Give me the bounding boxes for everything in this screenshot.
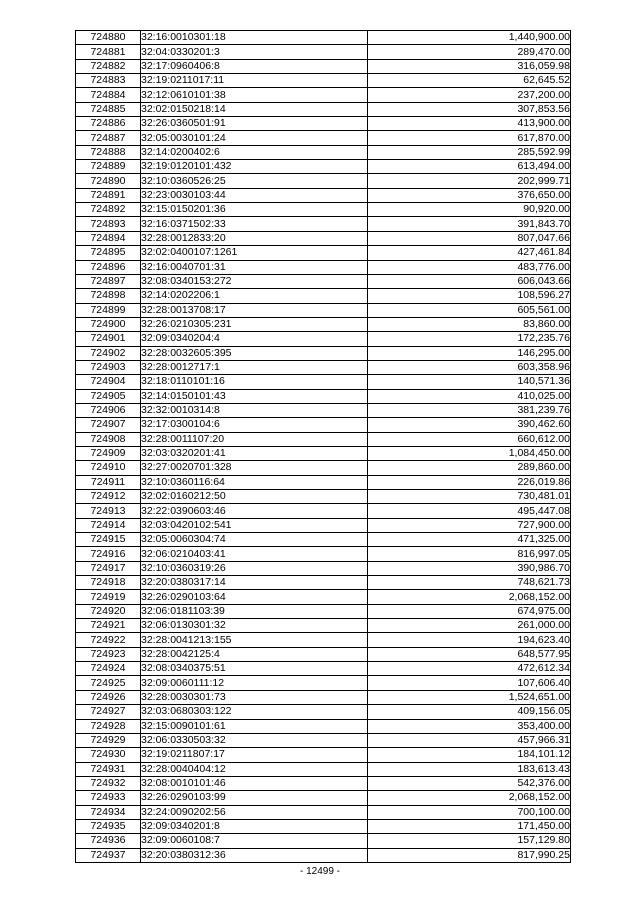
amount-cell: 316,059.98 [368,59,571,73]
row-id-cell: 724887 [76,131,141,145]
amount-cell: 648,577.95 [368,647,571,661]
table-row [76,819,571,833]
row-id-cell: 724886 [76,117,141,131]
row-id-cell: 724937 [76,848,141,862]
table-row [76,274,571,288]
row-id-cell: 724924 [76,662,141,676]
amount-cell: 237,200.00 [368,88,571,102]
row-id-cell: 724925 [76,676,141,690]
table-row [76,834,571,848]
table-row [76,45,571,59]
row-id-cell: 724914 [76,518,141,532]
cadastral-code-cell: 32:09:0060111:12 [141,676,368,690]
amount-cell: 172,235.76 [368,332,571,346]
row-id-cell: 724906 [76,403,141,417]
row-id-cell: 724923 [76,647,141,661]
row-id-cell: 724907 [76,418,141,432]
table-row [76,403,571,417]
cadastral-code-cell: 32:18:0110101:16 [141,375,368,389]
cadastral-code-cell: 32:26:0290103:64 [141,590,368,604]
row-id-cell: 724901 [76,332,141,346]
amount-cell: 108,596.27 [368,289,571,303]
amount-cell: 495,447.08 [368,504,571,518]
table-row [76,776,571,790]
row-id-cell: 724930 [76,748,141,762]
row-id-cell: 724920 [76,604,141,618]
row-id-cell: 724917 [76,561,141,575]
cadastral-code-cell: 32:03:0420102:541 [141,518,368,532]
cadastral-code-cell: 32:20:0380312:36 [141,848,368,862]
row-id-cell: 724908 [76,432,141,446]
row-id-cell: 724895 [76,246,141,260]
amount-cell: 542,376.00 [368,776,571,790]
table-row [76,446,571,460]
amount-cell: 457,966.31 [368,733,571,747]
cadastral-code-cell: 32:16:0040701:31 [141,260,368,274]
cadastral-code-cell: 32:28:0012833:20 [141,231,368,245]
table-row [76,303,571,317]
cadastral-code-cell: 32:06:0130301:32 [141,619,368,633]
cadastral-code-cell: 32:28:0013708:17 [141,303,368,317]
row-id-cell: 724905 [76,389,141,403]
table-row [76,332,571,346]
table-row [76,461,571,475]
amount-cell: 183,613.43 [368,762,571,776]
ledger-table [75,30,571,863]
table-row [76,31,571,45]
table-row [76,619,571,633]
amount-cell: 171,450.00 [368,819,571,833]
amount-cell: 146,295.00 [368,346,571,360]
table-row [76,145,571,159]
row-id-cell: 724935 [76,819,141,833]
row-id-cell: 724881 [76,45,141,59]
table-row [76,289,571,303]
row-id-cell: 724926 [76,690,141,704]
cadastral-code-cell: 32:16:0010301:18 [141,31,368,45]
cadastral-code-cell: 32:28:0032605:395 [141,346,368,360]
cadastral-code-cell: 32:27:0020701:328 [141,461,368,475]
cadastral-code-cell: 32:05:0030101:24 [141,131,368,145]
table-row [76,117,571,131]
cadastral-code-cell: 32:22:0390603:46 [141,504,368,518]
table-row [76,260,571,274]
amount-cell: 409,156.05 [368,705,571,719]
table-row [76,748,571,762]
row-id-cell: 724890 [76,174,141,188]
row-id-cell: 724933 [76,791,141,805]
amount-cell: 90,920.00 [368,203,571,217]
table-row [76,231,571,245]
cadastral-code-cell: 32:19:0211017:11 [141,74,368,88]
cadastral-code-cell: 32:17:0960406:8 [141,59,368,73]
cadastral-code-cell: 32:02:0150218:14 [141,102,368,116]
cadastral-code-cell: 32:16:0371502:33 [141,217,368,231]
cadastral-code-cell: 32:26:0290103:99 [141,791,368,805]
row-id-cell: 724919 [76,590,141,604]
table-row [76,705,571,719]
table-row [76,805,571,819]
row-id-cell: 724936 [76,834,141,848]
table-row [76,676,571,690]
row-id-cell: 724885 [76,102,141,116]
row-id-cell: 724931 [76,762,141,776]
table-row [76,346,571,360]
table-row [76,217,571,231]
cadastral-code-cell: 32:26:0360501:91 [141,117,368,131]
row-id-cell: 724909 [76,446,141,460]
row-id-cell: 724896 [76,260,141,274]
cadastral-code-cell: 32:28:0040404:12 [141,762,368,776]
table-row [76,360,571,374]
table-row [76,375,571,389]
amount-cell: 62,645.52 [368,74,571,88]
table-row [76,518,571,532]
amount-cell: 807,047.66 [368,231,571,245]
table-row [76,246,571,260]
amount-cell: 194,623.40 [368,633,571,647]
cadastral-code-cell: 32:02:0400107:1261 [141,246,368,260]
table-row [76,88,571,102]
amount-cell: 730,481.01 [368,490,571,504]
amount-cell: 157,129.80 [368,834,571,848]
page-number: - 12499 - [299,866,341,877]
row-id-cell: 724928 [76,719,141,733]
cadastral-code-cell: 32:28:0012717:1 [141,360,368,374]
row-id-cell: 724927 [76,705,141,719]
cadastral-code-cell: 32:08:0340375:51 [141,662,368,676]
amount-cell: 2,068,152.00 [368,791,571,805]
amount-cell: 1,440,900.00 [368,31,571,45]
cadastral-code-cell: 32:23:0030103:44 [141,188,368,202]
cadastral-code-cell: 32:08:0010101:46 [141,776,368,790]
amount-cell: 727,900.00 [368,518,571,532]
cadastral-code-cell: 32:06:0181103:39 [141,604,368,618]
row-id-cell: 724916 [76,547,141,561]
amount-cell: 2,068,152.00 [368,590,571,604]
row-id-cell: 724912 [76,490,141,504]
amount-cell: 184,101.12 [368,748,571,762]
cadastral-code-cell: 32:19:0211807:17 [141,748,368,762]
cadastral-code-cell: 32:14:0202206:1 [141,289,368,303]
table-row [76,533,571,547]
amount-cell: 817,990.25 [368,848,571,862]
table-row [76,791,571,805]
row-id-cell: 724934 [76,805,141,819]
table-row [76,504,571,518]
amount-cell: 700,100.00 [368,805,571,819]
cadastral-code-cell: 32:06:0330503:32 [141,733,368,747]
cadastral-code-cell: 32:09:0340204:4 [141,332,368,346]
cadastral-code-cell: 32:28:0042125:4 [141,647,368,661]
row-id-cell: 724880 [76,31,141,45]
row-id-cell: 724884 [76,88,141,102]
table-row [76,188,571,202]
table-row [76,590,571,604]
table-row [76,74,571,88]
cadastral-code-cell: 32:24:0090202:56 [141,805,368,819]
amount-cell: 390,462.60 [368,418,571,432]
amount-cell: 674,975.00 [368,604,571,618]
table-row [76,647,571,661]
amount-cell: 605,561.00 [368,303,571,317]
ledger-body [76,31,571,863]
table-row [76,604,571,618]
amount-cell: 376,650.00 [368,188,571,202]
row-id-cell: 724892 [76,203,141,217]
row-id-cell: 724910 [76,461,141,475]
amount-cell: 285,592.99 [368,145,571,159]
row-id-cell: 724904 [76,375,141,389]
row-id-cell: 724903 [76,360,141,374]
table-row [76,561,571,575]
cadastral-code-cell: 32:04:0330201:3 [141,45,368,59]
cadastral-code-cell: 32:09:0060108:7 [141,834,368,848]
amount-cell: 471,325.00 [368,533,571,547]
amount-cell: 261,000.00 [368,619,571,633]
cadastral-code-cell: 32:10:0360116:64 [141,475,368,489]
row-id-cell: 724902 [76,346,141,360]
cadastral-code-cell: 32:12:0610101:38 [141,88,368,102]
amount-cell: 1,084,450.00 [368,446,571,460]
row-id-cell: 724894 [76,231,141,245]
cadastral-code-cell: 32:05:0060304:74 [141,533,368,547]
amount-cell: 413,900.00 [368,117,571,131]
cadastral-code-cell: 32:26:0210305:231 [141,317,368,331]
table-row [76,633,571,647]
amount-cell: 613,494.00 [368,160,571,174]
row-id-cell: 724921 [76,619,141,633]
amount-cell: 307,853.56 [368,102,571,116]
row-id-cell: 724918 [76,576,141,590]
table-row [76,733,571,747]
table-row [76,59,571,73]
cadastral-code-cell: 32:32:0010314:8 [141,403,368,417]
table-row [76,131,571,145]
cadastral-code-cell: 32:17:0300104:6 [141,418,368,432]
cadastral-code-cell: 32:02:0160212:50 [141,490,368,504]
row-id-cell: 724929 [76,733,141,747]
row-id-cell: 724911 [76,475,141,489]
table-row [76,317,571,331]
amount-cell: 289,860.00 [368,461,571,475]
amount-cell: 390,986.70 [368,561,571,575]
row-id-cell: 724913 [76,504,141,518]
row-id-cell: 724882 [76,59,141,73]
amount-cell: 816,997.05 [368,547,571,561]
row-id-cell: 724922 [76,633,141,647]
table-row [76,102,571,116]
cadastral-code-cell: 32:20:0380317:14 [141,576,368,590]
row-id-cell: 724891 [76,188,141,202]
row-id-cell: 724893 [76,217,141,231]
table-row [76,576,571,590]
row-id-cell: 724888 [76,145,141,159]
row-id-cell: 724889 [76,160,141,174]
amount-cell: 483,776.00 [368,260,571,274]
cadastral-code-cell: 32:15:0090101:61 [141,719,368,733]
table-row [76,389,571,403]
table-row [76,848,571,862]
table-row [76,475,571,489]
row-id-cell: 724899 [76,303,141,317]
table-row [76,719,571,733]
amount-cell: 748,621.73 [368,576,571,590]
cadastral-code-cell: 32:28:0011107:20 [141,432,368,446]
table-row [76,203,571,217]
amount-cell: 1,524,651.00 [368,690,571,704]
amount-cell: 381,239.76 [368,403,571,417]
table-row [76,432,571,446]
amount-cell: 617,870.00 [368,131,571,145]
amount-cell: 107,606.40 [368,676,571,690]
cadastral-code-cell: 32:10:0360319:26 [141,561,368,575]
row-id-cell: 724883 [76,74,141,88]
amount-cell: 202,999.71 [368,174,571,188]
table-row [76,174,571,188]
amount-cell: 353,400.00 [368,719,571,733]
amount-cell: 606,043.66 [368,274,571,288]
amount-cell: 226,019.86 [368,475,571,489]
cadastral-code-cell: 32:28:0030301:73 [141,690,368,704]
row-id-cell: 724915 [76,533,141,547]
amount-cell: 660,612.00 [368,432,571,446]
cadastral-code-cell: 32:06:0210403:41 [141,547,368,561]
amount-cell: 472,612.34 [368,662,571,676]
table-row [76,490,571,504]
row-id-cell: 724897 [76,274,141,288]
table-row [76,418,571,432]
amount-cell: 289,470.00 [368,45,571,59]
amount-cell: 427,461.84 [368,246,571,260]
cadastral-code-cell: 32:03:0320201:41 [141,446,368,460]
amount-cell: 140,571.36 [368,375,571,389]
cadastral-code-cell: 32:28:0041213:155 [141,633,368,647]
cadastral-code-cell: 32:19:0120101:432 [141,160,368,174]
amount-cell: 391,843.70 [368,217,571,231]
amount-cell: 83,860.00 [368,317,571,331]
cadastral-code-cell: 32:09:0340201:8 [141,819,368,833]
table-row [76,160,571,174]
cadastral-code-cell: 32:15:0150201:36 [141,203,368,217]
table-row [76,762,571,776]
row-id-cell: 724900 [76,317,141,331]
amount-cell: 603,358.96 [368,360,571,374]
row-id-cell: 724932 [76,776,141,790]
table-row [76,547,571,561]
amount-cell: 410,025.00 [368,389,571,403]
cadastral-code-cell: 32:10:0360526:25 [141,174,368,188]
table-row [76,662,571,676]
table-row [76,690,571,704]
row-id-cell: 724898 [76,289,141,303]
cadastral-code-cell: 32:03:0680303:122 [141,705,368,719]
cadastral-code-cell: 32:08:0340153:272 [141,274,368,288]
cadastral-code-cell: 32:14:0150101:43 [141,389,368,403]
cadastral-code-cell: 32:14:0200402:6 [141,145,368,159]
